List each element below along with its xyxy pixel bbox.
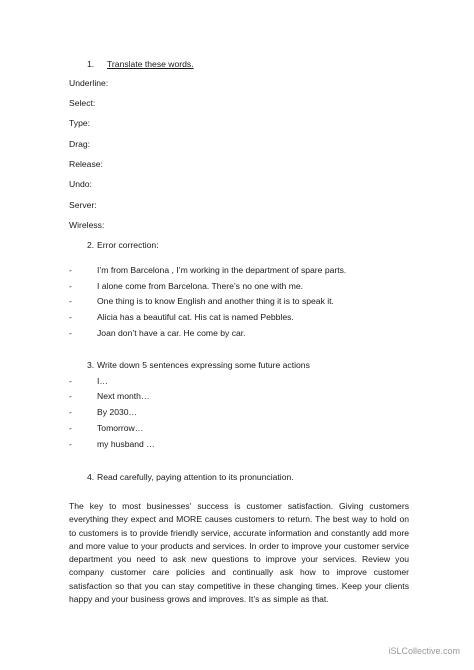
word-wireless: Wireless: — [69, 220, 105, 230]
word-release: Release: — [69, 159, 103, 169]
site-watermark: iSLCollective.com — [388, 646, 460, 656]
error-item: I’m from Barcelona , I’m working in the department of spare parts. — [97, 265, 347, 275]
future-item: By 2030… — [97, 407, 138, 417]
error-item: I alone come from Barcelona. There’s no one with me. — [97, 281, 304, 291]
bullet-dash: - — [69, 407, 72, 417]
section1-number: 1. — [87, 59, 95, 69]
word-server: Server: — [69, 200, 97, 210]
section2-number: 2. — [87, 240, 95, 250]
bullet-dash: - — [69, 391, 72, 401]
section4-title: Read carefully, paying attention to its pronunciation. — [97, 472, 294, 482]
future-item: Tomorrow… — [97, 423, 144, 433]
future-item: Next month… — [97, 391, 150, 401]
error-item: Joan don’t have a car. He come by car. — [97, 328, 246, 338]
word-type: Type: — [69, 118, 91, 128]
word-drag: Drag: — [69, 139, 91, 149]
word-undo: Undo: — [69, 179, 92, 189]
section4-number: 4. — [87, 472, 95, 482]
future-item: I… — [97, 376, 108, 386]
future-item: my husband … — [97, 439, 155, 449]
bullet-dash: - — [69, 376, 72, 386]
word-underline: Underline: — [69, 78, 109, 88]
section3-title: Write down 5 sentences expressing some future actions — [97, 360, 310, 370]
bullet-dash: - — [69, 312, 72, 322]
bullet-dash: - — [69, 328, 72, 338]
bullet-dash: - — [69, 439, 72, 449]
bullet-dash: - — [69, 281, 72, 291]
section3-number: 3. — [87, 360, 95, 370]
bullet-dash: - — [69, 296, 72, 306]
section2-title: Error correction: — [97, 240, 159, 250]
section1-title: Translate these words. — [107, 59, 194, 69]
error-item: One thing is to know English and another thing it is to speak it. — [97, 296, 334, 306]
reading-paragraph: The key to most businesses' success is customer satisfaction. Giving customers everything they expect and MORE causes customers to return. The best way to hold on to customers is to provide friendly service, accurate information and constantly add more and more value to your products and services. In order to improve your customer service department you need to ask new questions to improve your services. Review you company customer care policies and continually ask how to improve customer satisfaction so that you can stay competitive in these changing times. Keep your clients happy and your business grows and improves. It’s as simple as that. — [69, 501, 409, 605]
bullet-dash: - — [69, 423, 72, 433]
word-select: Select: — [69, 98, 96, 108]
error-item: Alicia has a beautiful cat. His cat is named Pebbles. — [97, 312, 294, 322]
bullet-dash: - — [69, 265, 72, 275]
